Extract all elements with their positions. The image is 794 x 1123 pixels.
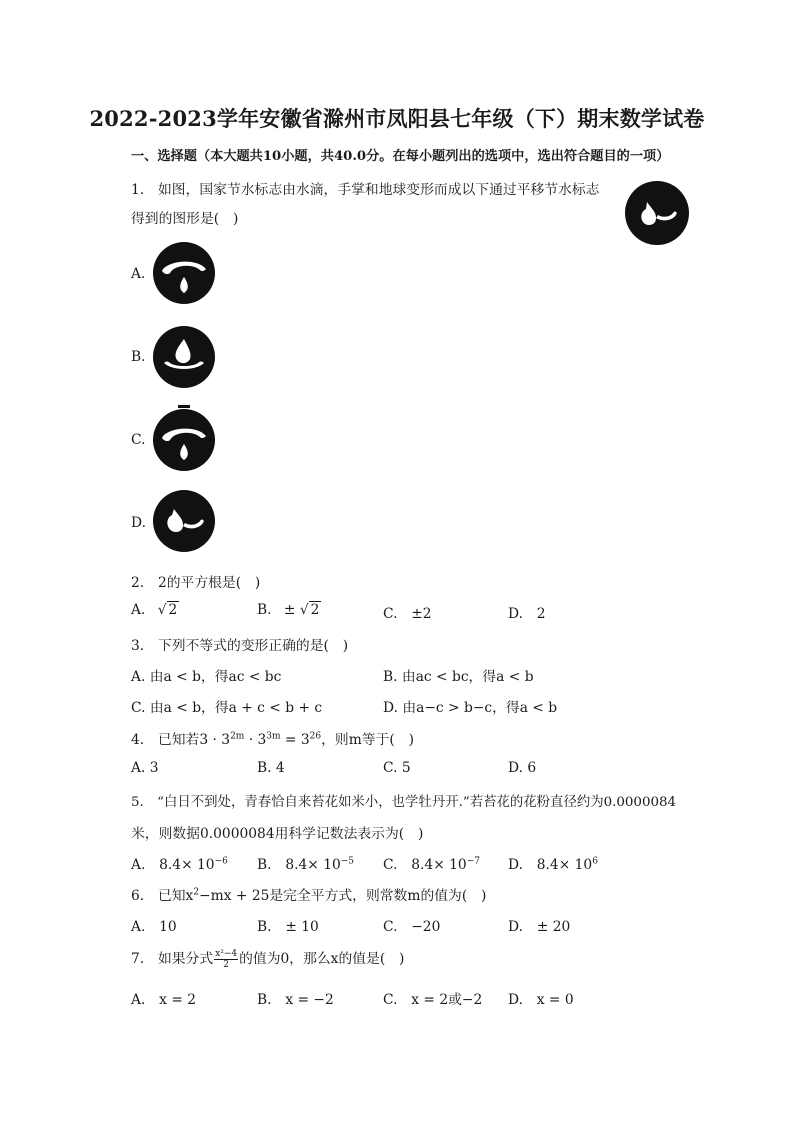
question-2-option-b: [257, 602, 321, 618]
option-a-logo-icon: [152, 241, 216, 305]
exponent: 2m: [230, 731, 245, 742]
question-7-option-d: D. x = 0: [508, 992, 574, 1008]
question-5-option-d: [508, 853, 598, 873]
question-7-option-c: C. x = 2或−2: [383, 992, 483, 1008]
exponent: 6: [592, 856, 598, 867]
option-b-letter: B.: [257, 602, 272, 618]
question-7-option-a: A. x = 2: [131, 992, 197, 1008]
question-5-line-2: 米，则数据0.0000084用科学记数法表示为( ): [131, 826, 424, 842]
question-2-option-d: D. 2: [508, 606, 546, 622]
stem-part: −mx + 25是完全平方式，则常数m的值为( ): [199, 888, 487, 904]
question-4-option-a: A. 3: [131, 760, 159, 776]
question-1-line-1: 1. 如图，国家节水标志由水滴，手掌和地球变形而成以下通过平移节水标志: [131, 182, 600, 198]
option-text: D. 8.4× 10: [508, 857, 593, 873]
stem-part: 7. 如果分式: [131, 951, 214, 967]
question-6-option-d: D. ± 20: [508, 919, 571, 935]
option-a-letter: A.: [131, 602, 146, 618]
option-c-logo-icon: [152, 405, 216, 471]
question-3-stem: 3. 下列不等式的变形正确的是( ): [131, 638, 349, 654]
question-4-option-c: C. 5: [383, 760, 411, 776]
fraction: [214, 949, 238, 970]
question-5-option-b: [257, 853, 354, 873]
question-3-option-c: C. 由a < b，得a + c < b + c: [131, 700, 323, 716]
question-2-option-c: C. ±2: [383, 606, 432, 622]
exponent: 3m: [266, 731, 281, 742]
question-7-stem: [131, 947, 404, 970]
radicand: 2: [168, 602, 178, 618]
water-saving-logo-icon: [624, 180, 690, 246]
question-4-option-b: B. 4: [257, 760, 285, 776]
question-5-line-1: 5. “白日不到处，青春恰自来苔花如米小，也学牡丹开.”若苔花的花粉直径约为0.0000084: [131, 795, 677, 810]
fraction-numerator: x²−4: [215, 949, 238, 959]
exponent: 2: [193, 887, 200, 898]
stem-part: 6. 已知x: [131, 888, 194, 904]
question-2-stem: 2. 2的平方根是( ): [131, 575, 261, 591]
section-heading: 一、选择题（本大题共10小题，共40.0分。在每小题列出的选项中，选出符合题目的一项）: [131, 149, 670, 164]
question-3-option-d: D. 由a−c > b−c，得a < b: [383, 700, 558, 716]
stem-part: ，则m等于( ): [321, 732, 414, 748]
question-4-stem: [131, 728, 414, 748]
stem-part: = 3: [280, 732, 310, 748]
option-c-label: C.: [131, 432, 146, 448]
question-6-stem: [131, 884, 486, 904]
question-6-option-a: A. 10: [131, 919, 177, 935]
option-text: A. 8.4× 10: [131, 857, 215, 873]
option-b-label: B.: [131, 349, 146, 365]
exponent: −7: [466, 856, 480, 867]
sqrt-expression: √ 2: [299, 602, 320, 618]
page-title: 2022-2023学年安徽省滁州市凤阳县七年级（下）期末数学试卷: [89, 106, 705, 131]
radicand: 2: [310, 602, 320, 618]
option-b-logo-icon: [152, 325, 216, 389]
exponent: −6: [214, 856, 228, 867]
fraction-denominator: 2: [223, 960, 229, 970]
question-5-option-a: [131, 853, 228, 873]
question-5-option-c: [383, 853, 480, 873]
question-3-option-b: B. 由ac < bc，得a < b: [383, 669, 534, 685]
sqrt-expression: √ 2: [157, 602, 178, 618]
exponent: −5: [340, 856, 355, 867]
question-3-option-a: A. 由a < b，得ac < bc: [131, 669, 282, 685]
option-text: B. 8.4× 10: [257, 857, 341, 873]
option-d-logo-icon: [152, 489, 216, 553]
stem-part: · 3: [244, 732, 267, 748]
stem-part: 的值为0，那么x的值是( ): [239, 951, 405, 967]
option-text: C. 8.4× 10: [383, 857, 467, 873]
question-4-option-d: D. 6: [508, 760, 537, 776]
question-1-line-2: 得到的图形是( ): [131, 211, 239, 227]
question-7-option-b: B. x = −2: [257, 992, 334, 1008]
stem-part: 4. 已知若3 · 3: [131, 732, 231, 748]
question-6-option-b: B. ± 10: [257, 919, 319, 935]
option-a-label: A.: [131, 266, 146, 282]
exponent: 26: [309, 731, 322, 742]
question-2-option-a: [131, 602, 179, 618]
plus-minus-sign: ±: [283, 602, 296, 618]
option-d-label: D.: [131, 515, 146, 531]
question-6-option-c: C. −20: [383, 919, 441, 935]
